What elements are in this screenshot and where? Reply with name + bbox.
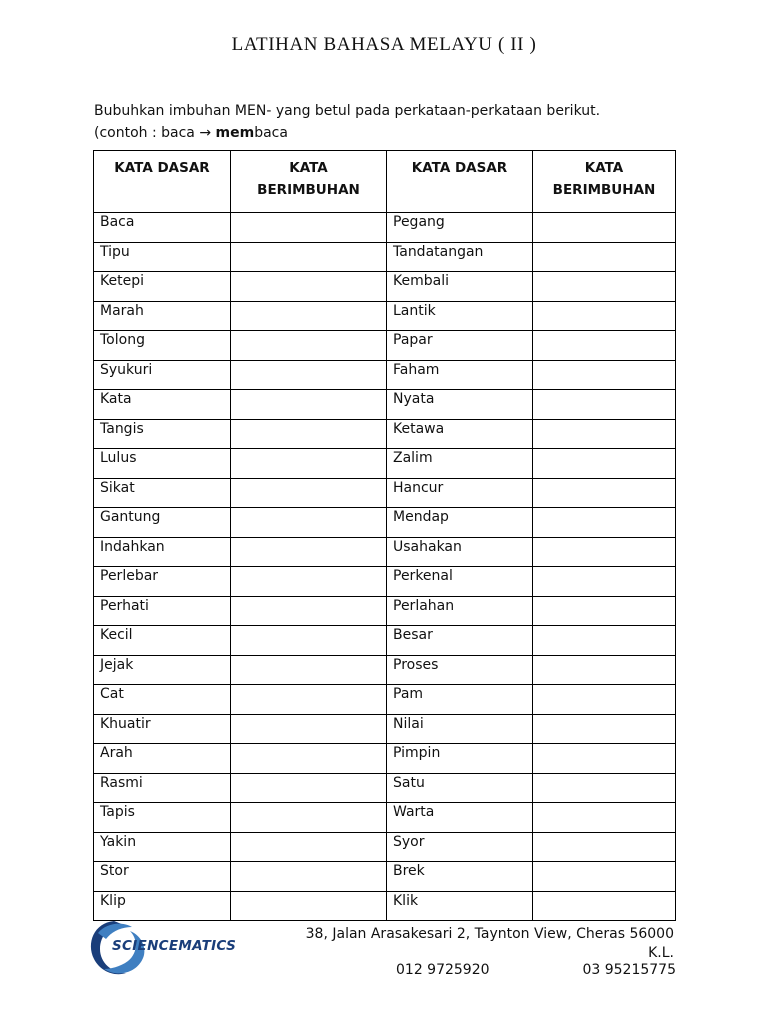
kata-berimbuhan-input-cell[interactable] <box>231 862 387 892</box>
kata-berimbuhan-input-cell[interactable] <box>231 331 387 361</box>
kata-dasar-cell: Baca <box>94 213 231 243</box>
kata-dasar-cell: Indahkan <box>94 537 231 567</box>
kata-dasar-cell: Tangis <box>94 419 231 449</box>
kata-berimbuhan-input-cell[interactable] <box>533 685 676 715</box>
table-header-row <box>94 151 676 213</box>
kata-dasar-cell: Warta <box>387 803 533 833</box>
kata-dasar-cell: Syor <box>387 832 533 862</box>
kata-berimbuhan-input-cell[interactable] <box>533 832 676 862</box>
table-row <box>94 419 676 449</box>
kata-berimbuhan-input-cell[interactable] <box>533 213 676 243</box>
footer-address <box>280 925 674 963</box>
header-kata-berimbuhan-2: KATA BERIMBUHAN <box>533 151 676 213</box>
instruction-line: Bubuhkan imbuhan MEN- yang betul pada perkataan-perkataan berikut. <box>94 103 601 119</box>
kata-dasar-cell: Tolong <box>94 331 231 361</box>
logo-text: SCIENCEMATICS <box>112 938 237 954</box>
header-kata-dasar-2: KATA DASAR <box>387 151 533 213</box>
kata-berimbuhan-input-cell[interactable] <box>533 419 676 449</box>
kata-dasar-cell: Proses <box>387 655 533 685</box>
table-row <box>94 596 676 626</box>
kata-berimbuhan-input-cell[interactable] <box>231 508 387 538</box>
table-row <box>94 213 676 243</box>
kata-berimbuhan-input-cell[interactable] <box>533 478 676 508</box>
kata-berimbuhan-input-cell[interactable] <box>231 567 387 597</box>
kata-dasar-cell: Rasmi <box>94 773 231 803</box>
address-line-1: 38, Jalan Arasakesari 2, Taynton View, Cheras 56000 <box>305 926 674 942</box>
kata-dasar-cell: Ketepi <box>94 272 231 302</box>
kata-berimbuhan-input-cell[interactable] <box>533 655 676 685</box>
table-row <box>94 862 676 892</box>
kata-berimbuhan-input-cell[interactable] <box>533 242 676 272</box>
kata-dasar-cell: Papar <box>387 331 533 361</box>
kata-dasar-cell: Mendap <box>387 508 533 538</box>
table-row <box>94 685 676 715</box>
kata-berimbuhan-input-cell[interactable] <box>533 449 676 479</box>
kata-dasar-cell: Sikat <box>94 478 231 508</box>
kata-dasar-cell: Kecil <box>94 626 231 656</box>
table-row <box>94 832 676 862</box>
kata-berimbuhan-input-cell[interactable] <box>533 331 676 361</box>
kata-dasar-cell: Pam <box>387 685 533 715</box>
kata-berimbuhan-input-cell[interactable] <box>533 803 676 833</box>
kata-dasar-cell: Perhati <box>94 596 231 626</box>
kata-berimbuhan-input-cell[interactable] <box>533 567 676 597</box>
kata-berimbuhan-input-cell[interactable] <box>533 508 676 538</box>
kata-berimbuhan-input-cell[interactable] <box>231 213 387 243</box>
kata-dasar-cell: Tandatangan <box>387 242 533 272</box>
kata-dasar-cell: Nilai <box>387 714 533 744</box>
kata-berimbuhan-input-cell[interactable] <box>533 596 676 626</box>
kata-dasar-cell: Satu <box>387 773 533 803</box>
kata-dasar-cell: Jejak <box>94 655 231 685</box>
arrow-icon: → <box>199 125 212 141</box>
kata-dasar-cell: Pegang <box>387 213 533 243</box>
kata-dasar-cell: Hancur <box>387 478 533 508</box>
kata-dasar-cell: Kembali <box>387 272 533 302</box>
kata-dasar-cell: Marah <box>94 301 231 331</box>
kata-dasar-cell: Khuatir <box>94 714 231 744</box>
table-row <box>94 655 676 685</box>
header-kata-berimbuhan-1: KATA BERIMBUHAN <box>231 151 387 213</box>
table-row <box>94 331 676 361</box>
kata-berimbuhan-input-cell[interactable] <box>533 272 676 302</box>
kata-berimbuhan-input-cell[interactable] <box>533 862 676 892</box>
phone-mobile: 012 9725920 <box>396 962 490 978</box>
table-row <box>94 272 676 302</box>
kata-berimbuhan-input-cell[interactable] <box>533 301 676 331</box>
kata-dasar-cell: Usahakan <box>387 537 533 567</box>
table-row <box>94 508 676 538</box>
kata-berimbuhan-input-cell[interactable] <box>231 626 387 656</box>
kata-dasar-cell: Zalim <box>387 449 533 479</box>
kata-dasar-cell: Ketawa <box>387 419 533 449</box>
table-row <box>94 360 676 390</box>
table-row <box>94 537 676 567</box>
worksheet-table <box>93 150 676 921</box>
kata-berimbuhan-input-cell[interactable] <box>533 626 676 656</box>
page-title: LATIHAN BAHASA MELAYU ( II ) <box>231 34 537 55</box>
kata-dasar-cell: Stor <box>94 862 231 892</box>
kata-berimbuhan-input-cell[interactable] <box>231 537 387 567</box>
kata-berimbuhan-input-cell[interactable] <box>231 301 387 331</box>
kata-dasar-cell: Perlebar <box>94 567 231 597</box>
table-row <box>94 567 676 597</box>
kata-dasar-cell: Perlahan <box>387 596 533 626</box>
kata-berimbuhan-input-cell[interactable] <box>533 891 676 921</box>
table-row <box>94 242 676 272</box>
kata-berimbuhan-input-cell[interactable] <box>231 419 387 449</box>
kata-berimbuhan-input-cell[interactable] <box>231 272 387 302</box>
kata-berimbuhan-input-cell[interactable] <box>231 596 387 626</box>
header-kata-dasar-1: KATA DASAR <box>94 151 231 213</box>
kata-dasar-cell: Kata <box>94 390 231 420</box>
kata-dasar-cell: Klik <box>387 891 533 921</box>
kata-dasar-cell: Brek <box>387 862 533 892</box>
phone-office: 03 95215775 <box>582 962 676 978</box>
kata-berimbuhan-input-cell[interactable] <box>231 449 387 479</box>
kata-berimbuhan-input-cell[interactable] <box>231 744 387 774</box>
kata-dasar-cell: Gantung <box>94 508 231 538</box>
example-prefix: (contoh : baca <box>94 125 200 141</box>
kata-berimbuhan-input-cell[interactable] <box>533 714 676 744</box>
kata-berimbuhan-input-cell[interactable] <box>231 242 387 272</box>
example-bold-prefix: mem <box>215 125 255 141</box>
table-row <box>94 390 676 420</box>
instruction-example <box>94 122 694 144</box>
kata-berimbuhan-input-cell[interactable] <box>231 832 387 862</box>
kata-dasar-cell: Tipu <box>94 242 231 272</box>
kata-dasar-cell: Faham <box>387 360 533 390</box>
kata-berimbuhan-input-cell[interactable] <box>533 360 676 390</box>
kata-berimbuhan-input-cell[interactable] <box>231 714 387 744</box>
table-row <box>94 626 676 656</box>
kata-dasar-cell: Klip <box>94 891 231 921</box>
kata-dasar-cell: Tapis <box>94 803 231 833</box>
kata-berimbuhan-input-cell[interactable] <box>533 390 676 420</box>
address-line-2: K.L. <box>648 945 674 961</box>
kata-dasar-cell: Lulus <box>94 449 231 479</box>
kata-dasar-cell: Perkenal <box>387 567 533 597</box>
kata-berimbuhan-input-cell[interactable] <box>231 685 387 715</box>
kata-dasar-cell: Cat <box>94 685 231 715</box>
kata-berimbuhan-input-cell[interactable] <box>231 360 387 390</box>
kata-dasar-cell: Lantik <box>387 301 533 331</box>
table-row <box>94 301 676 331</box>
kata-berimbuhan-input-cell[interactable] <box>231 478 387 508</box>
table-row <box>94 803 676 833</box>
kata-dasar-cell: Arah <box>94 744 231 774</box>
kata-dasar-cell: Besar <box>387 626 533 656</box>
table-row <box>94 449 676 479</box>
kata-dasar-cell: Syukuri <box>94 360 231 390</box>
kata-berimbuhan-input-cell[interactable] <box>231 803 387 833</box>
instructions <box>94 100 694 144</box>
example-suffix: baca <box>254 125 288 141</box>
kata-dasar-cell: Pimpin <box>387 744 533 774</box>
kata-berimbuhan-input-cell[interactable] <box>231 390 387 420</box>
table-row <box>94 744 676 774</box>
kata-dasar-cell: Yakin <box>94 832 231 862</box>
kata-dasar-cell: Nyata <box>387 390 533 420</box>
table-row <box>94 478 676 508</box>
kata-berimbuhan-input-cell[interactable] <box>231 655 387 685</box>
kata-berimbuhan-input-cell[interactable] <box>231 773 387 803</box>
kata-berimbuhan-input-cell[interactable] <box>533 537 676 567</box>
kata-berimbuhan-input-cell[interactable] <box>533 773 676 803</box>
table-row <box>94 714 676 744</box>
table-row <box>94 773 676 803</box>
kata-berimbuhan-input-cell[interactable] <box>533 744 676 774</box>
